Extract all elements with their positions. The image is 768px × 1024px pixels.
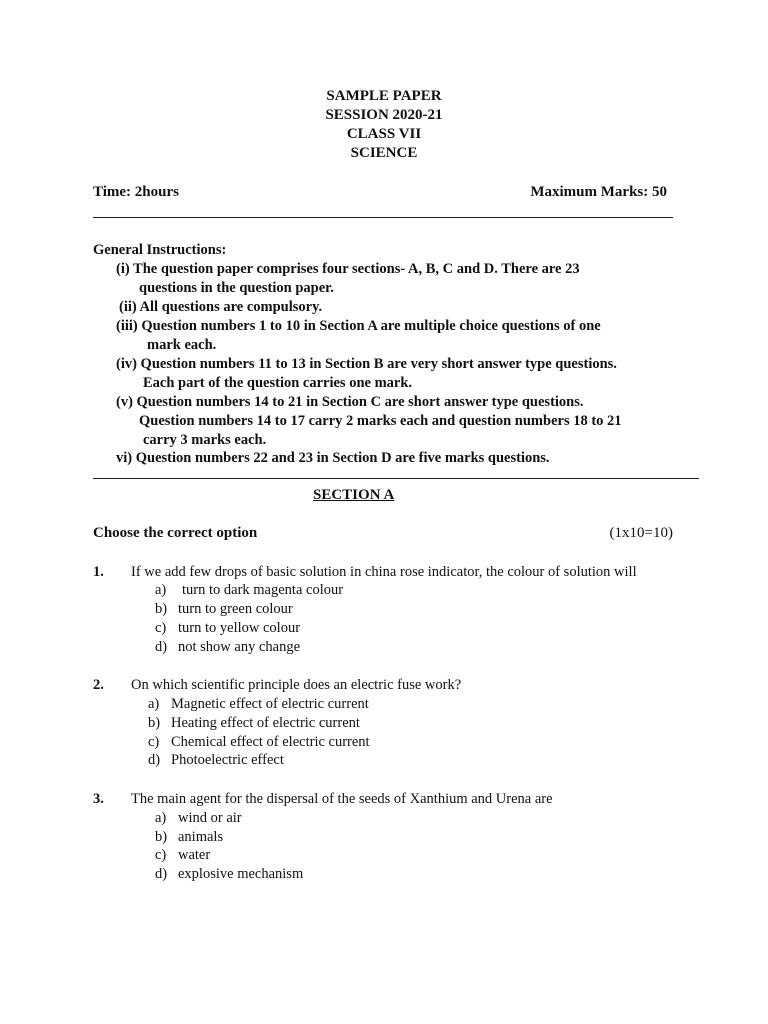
question-text: If we add few drops of basic solution in china rose indicator, the colour of solution will: [131, 564, 637, 580]
instruction-line: questions in the question paper.: [139, 280, 334, 296]
option-label: a): [155, 810, 167, 826]
instruction-line: vi) Question numbers 22 and 23 in Section D are five marks questions.: [116, 450, 550, 466]
instruction-line: (iv) Question numbers 11 to 13 in Section B are very short answer type questions.: [116, 356, 617, 372]
instruction-line: (i) The question paper comprises four sections- A, B, C and D. There are 23: [116, 261, 580, 277]
option-label: b): [155, 829, 168, 845]
paper-title: SAMPLE PAPER: [326, 88, 442, 104]
option-label: a): [155, 582, 167, 598]
session-line: SESSION 2020-21: [325, 107, 443, 123]
option-text: Photoelectric effect: [171, 752, 284, 768]
option-text: Heating effect of electric current: [171, 715, 360, 731]
option-text: Chemical effect of electric current: [171, 734, 370, 750]
instruction-line: carry 3 marks each.: [143, 432, 267, 448]
option-text: explosive mechanism: [178, 866, 304, 882]
option-label: d): [155, 866, 168, 882]
instruction-line: Question numbers 14 to 17 carry 2 marks each and question numbers 18 to 21: [139, 413, 622, 429]
option-label: b): [148, 715, 161, 731]
option-text: wind or air: [178, 810, 242, 826]
question-number: 3.: [93, 791, 104, 807]
subject-line: SCIENCE: [350, 145, 418, 161]
instruction-line: (v) Question numbers 14 to 21 in Section C are short answer type questions.: [116, 394, 584, 410]
header-divider: [93, 217, 673, 218]
instruction-line: (ii) All questions are compulsory.: [119, 299, 323, 315]
option-text: not show any change: [178, 639, 301, 655]
instruction-line: mark each.: [147, 337, 217, 353]
option-label: d): [148, 752, 161, 768]
instructions-heading: General Instructions:: [93, 242, 227, 258]
instruction-line: Each part of the question carries one mark.: [143, 375, 413, 391]
option-text: Magnetic effect of electric current: [171, 696, 369, 712]
class-line: CLASS VII: [346, 126, 422, 142]
option-label: c): [155, 847, 167, 863]
question-number: 1.: [93, 564, 104, 580]
max-marks-label: Maximum Marks: 50: [530, 184, 667, 200]
question-text: On which scientific principle does an electric fuse work?: [131, 677, 462, 693]
question-text: The main agent for the dispersal of the seeds of Xanthium and Urena are: [131, 791, 553, 807]
option-text: turn to yellow colour: [178, 620, 301, 636]
section-instruction: Choose the correct option: [93, 525, 258, 541]
section-marks: (1x10=10): [609, 525, 673, 541]
instruction-line: (iii) Question numbers 1 to 10 in Section A are multiple choice questions of one: [116, 318, 601, 334]
instructions-divider: [93, 478, 699, 479]
section-title: SECTION A: [313, 487, 395, 503]
option-label: d): [155, 639, 168, 655]
time-label: Time: 2hours: [93, 184, 179, 200]
option-text: turn to green colour: [178, 601, 293, 617]
option-label: a): [148, 696, 160, 712]
option-text: water: [178, 847, 211, 863]
option-text: turn to dark magenta colour: [182, 582, 344, 598]
option-label: c): [148, 734, 160, 750]
option-label: c): [155, 620, 167, 636]
question-number: 2.: [93, 677, 104, 693]
option-text: animals: [178, 829, 224, 845]
option-label: b): [155, 601, 168, 617]
